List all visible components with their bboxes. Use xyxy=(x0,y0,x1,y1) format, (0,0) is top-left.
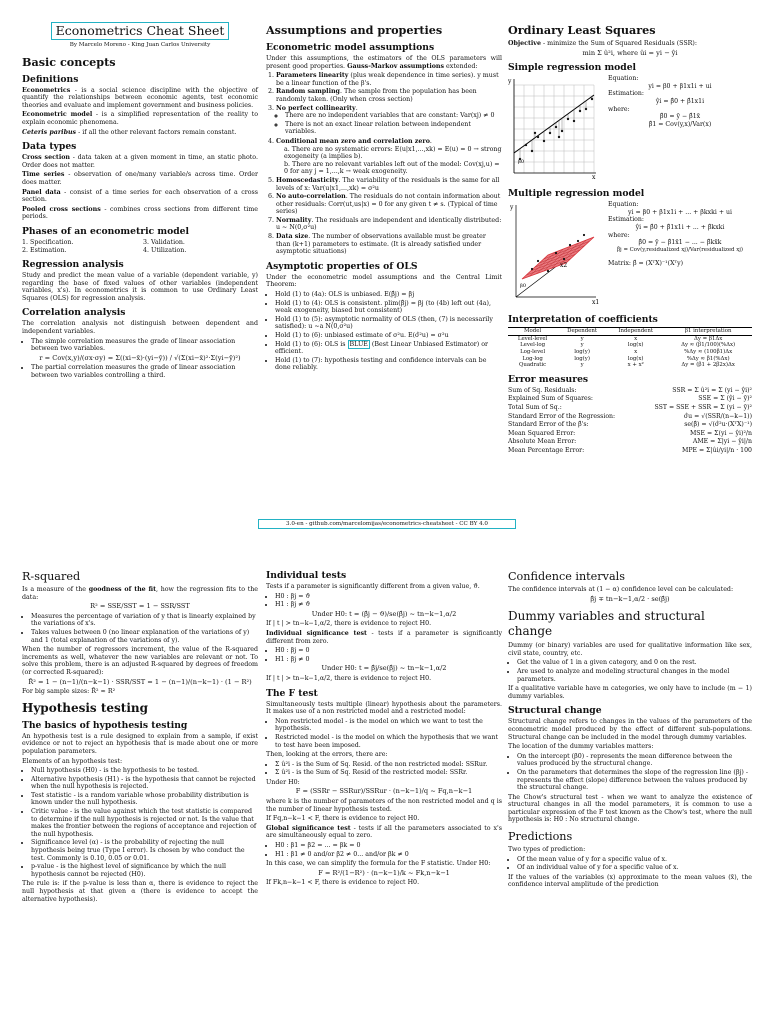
correlation-list: • The simple correlation measures the grade of linear association between two variables. xyxy=(22,338,258,353)
asymptotic-intro: Under the econometric model assumptions and the Central Limit Theorem: xyxy=(266,273,502,289)
r2-adjusted-formula: R̄² = 1 − (n−1)/(n−k−1) · SSR/SST = 1 − (n−1)/(n−k−1) · (1 − R²) xyxy=(28,677,252,686)
column-2 xyxy=(266,0,502,374)
chow-test: The Chow's structural test - when we want to analyze the existence of structural changes in all the model parameters, it is common to use a particular expression of the F test known as the Chow's test, where the null hypothesis is: H0 : No structural change. xyxy=(508,793,752,824)
ols-objective: Objective - minimize the Sum of Squared Residuals (SSR): xyxy=(508,40,697,47)
ols-formula: min Σ û²i, where ûi = yi − ŷi xyxy=(582,48,678,57)
table-cell: Δy = β1Δx xyxy=(693,335,723,342)
data-type-cross: Cross section - data taken at a given moment in time, an static photo. Order does not matter. xyxy=(22,154,258,169)
scatter-point-3d xyxy=(555,252,557,254)
heading-ht-basics: The basics of hypothesis testing xyxy=(22,719,188,731)
page-title: Econometrics Cheat Sheet xyxy=(51,22,230,40)
heading-f-test: The F test xyxy=(266,687,318,699)
column-1 xyxy=(22,0,258,382)
heading-correlation: Correlation analysis xyxy=(22,307,126,319)
table-cell: %Δy ≈ β1(%Δx) xyxy=(686,355,730,362)
plot-beta0-label: β0 xyxy=(518,159,525,166)
error-measure-row: Sum of Sq. Residuals: SSR = Σ û²i = Σ (yi − ŷi)² xyxy=(508,386,752,394)
error-measure-row: Standard Error of the β̂'s: se(β̂) = √(σ̂²u·(XᵀX)⁻¹) xyxy=(508,421,752,429)
column-3-page-2 xyxy=(508,560,752,891)
table-cell: Quadratic xyxy=(518,362,547,369)
ci-formula: β̂j ∓ tn−k−1,α/2 · se(β̂j) xyxy=(590,594,670,603)
ist-intro: Individual significance test - tests if a parameter is significantly different from zero. xyxy=(266,629,503,645)
table-header: β1 interpretation xyxy=(664,328,752,336)
r2-list: • Measures the percentage of variation of y that is linearly explained by the variations of x's. • Takes values between 0 (no linear explanation of the variations of y) and 1 (total explanation of the variations of y). xyxy=(22,613,258,644)
it-hypotheses: • H0 : βj = ϑ • H1 : βj ≠ ϑ xyxy=(266,593,502,609)
correlation-formula: r = Cov(x,y)/(σx·σy) = Σ((xi−x̄)·(yi−ȳ)) / √(Σ(xi−x̄)²·Σ(yi−ȳ)²) xyxy=(39,353,241,362)
pred-intro: Two types of prediction: xyxy=(508,846,586,854)
table-cell: x xyxy=(634,348,638,355)
plot3-x1-label: x1 xyxy=(592,299,600,306)
table-cell: y xyxy=(580,362,584,369)
section-basic-concepts: Basic concepts xyxy=(22,54,116,69)
multiple-regression-equations: Equation: yi = β0 + β1x1i + ... + βkxki + ui Estimation: ŷi = β̂0 + β̂1x1i + ... + β̂kxki where: β̂0 = ȳ − β̂1x̄1 − ... − β̂kx̄k β̂j = Cov(y,residualized xj)/Var(residualized xj) Matrix: β̂ = (XᵀX)⁻¹(Xᵀy) xyxy=(608,201,744,268)
section-hypothesis-testing: Hypothesis testing xyxy=(22,700,149,715)
definition-econometrics: Econometrics - is a social science discipline with the objective of quantify the relationships between economic agents, test economic theories and evaluate and implement government and business policies. xyxy=(22,86,258,109)
definition-model: Econometric model - is a simplified representation of the reality to explain economic phenomena. xyxy=(22,111,259,126)
section-dummy-variables: Dummy variables and structural change xyxy=(508,609,705,639)
byline: By Marcelo Moreno - King Juan Carlos University xyxy=(69,42,211,48)
table-cell: %Δy ≈ (100β1)Δx xyxy=(684,348,733,355)
asymptotic-list: • Hold (1) to (4a): OLS is unbiased. E(β̂j) = βj • Hold (1) to (4): OLS is consistent. plim(β̂j) = βj (to (4b) left out (4a), weak exogeneity, biased but consistent) • Hold (1) to (5): asymptotic normality of OLS (then, (7) is necessarily satisfied): u ~a N(0,σ²u) • Hold (1) to (6): unbiased estimate of σ²u. E(σ̂²u) = σ²u • Hold (1) to (6): OLS is BLUE (Best Linear Unbiased Estimator) or efficient. • Hold (1) to (7): hypothesis testing and confidence intervals can be done reliably. xyxy=(266,291,502,372)
data-type-panel: Panel data - consist of a time series for each observation of a cross section. xyxy=(22,188,258,204)
r2-big-sample: For big sample sizes: R̄² ≈ R² xyxy=(22,688,116,696)
simple-regression-plot xyxy=(508,75,600,179)
definition-ceteris: Ceteris paribus - if all the other relevant factors remain constant. xyxy=(22,128,237,136)
heading-definitions: Definitions xyxy=(22,73,79,85)
assumptions-intro: Under this assumptions, the estimators of the OLS parameters will present good properties. Gauss-Markov assumptions extended: xyxy=(266,55,502,70)
sc-list: • On the intercept (β0) - represents the mean difference between the values produced by the structural change. • On the parameters that determines the slope of the regression line (βj) - represents the effect (slope) difference between the values produced by the structural change. xyxy=(508,753,752,792)
table-row xyxy=(508,342,752,349)
assumptions-list: 1. Parameters linearity (plus weak dependence in time series). y must be a linear function of the β's. 2. Random sampling. The sample from the population has been randomly taken. (Only when cross section) 3. No perfect collinearity. ◦ There are no independent variables that are constant: Var(xj) ≠ 0 ◦ There is not an exact linear relation between independent variables. 4. Conditional mean zero and correlation zero. a. There are no systematic errors: E(u|x1,...,xk) = E(u) = 0 → strong exogeneity (a implies b). b. There are no relevant variables left out of the model: Cov(xj,u) = 0 for any j = 1,...,k → weak exogeneity. 5. Homoscedasticity. The variability of the residuals is the same for all levels of x: Var(u|x1,...,xk) = σ²u 6. No auto-correlation. The residuals do not contain information about other residuals: Corr(ut,us|x) = 0 for any given t ≠ s. (Typical of time series) 7. Normality. The residuals are independent and identically distributed: u ~ N(0,σ²u) 8. Data size. The number of observations available must be greater than (k+1) parameters to estimate. (It is already satisfied under asymptotic situations) xyxy=(266,72,502,256)
heading-structural-change: Structural change xyxy=(508,705,602,717)
f-formula: F = (SSRr − SSRur)/SSRur · (n−k−1)/q ~ Fq,n−k−1 xyxy=(295,787,473,796)
table-cell: y xyxy=(580,335,584,342)
interpretation-table xyxy=(508,327,752,369)
scatter-point-3d xyxy=(577,240,579,242)
table-row xyxy=(508,349,752,356)
pred-list: • Of the mean value of y for a specific value of x. • Of an individual value of y for a specific value of x. xyxy=(508,856,752,872)
heading-individual-tests: Individual tests xyxy=(266,570,347,581)
ist-hypotheses: • H0 : βj = 0 • H1 : βj ≠ 0 xyxy=(266,647,502,663)
gst-hypotheses: • H0 : β1 = β2 = ... = βk = 0 • H1 : β1 ≠ 0 and/or β2 ≠ 0... and/or βk ≠ 0 xyxy=(266,842,502,858)
f-errors: Then, looking at the errors, there are: xyxy=(266,751,388,759)
heading-phases: Phases of an econometric model xyxy=(22,225,189,237)
table-cell: log(x) xyxy=(627,342,644,349)
table-cell: log(x) xyxy=(627,355,644,362)
heading-model-assumptions: Econometric model assumptions xyxy=(266,42,435,53)
heading-data-types: Data types xyxy=(22,141,77,153)
error-measures-list xyxy=(508,387,752,456)
multiple-regression-plot xyxy=(508,201,600,305)
scatter-point-3d xyxy=(537,260,539,262)
section-confidence-intervals: Confidence intervals xyxy=(508,570,625,583)
pred-text: If the values of the variables (x) approximate to the mean values (x̄), the confidence interval amplitude of the prediction xyxy=(508,873,752,889)
sc-location: The location of the dummy variables matters: xyxy=(508,743,654,751)
it-formula: Under H0: t = (β̂j − ϑ)/se(β̂j) ~ tn−k−1,α/2 xyxy=(311,609,457,618)
gst-rule: If Fk,n−k−1 < F, there is evidence to reject H0. xyxy=(266,879,420,887)
r2-adjusted-text: When the number of regressors increment, the value of the R-squared increments as well, whatever the new variables are relevant or not. To solve this problem, there is an adjusted R-squared by degrees of freedom (or corrected R-squared): xyxy=(22,646,258,676)
table-cell: Δy ≈ (β1/100)(%Δx) xyxy=(681,342,736,349)
table-cell: Log-level xyxy=(520,348,546,355)
scatter-point-3d xyxy=(583,234,585,236)
heading-asymptotic: Asymptotic properties of OLS xyxy=(266,260,418,272)
correlation-list-2: • The partial correlation measures the grade of linear association between two variables controlling a third. xyxy=(22,364,258,379)
ht-list: • Null hypothesis (H0) - is the hypothesis to be tested. • Alternative hypothesis (H1) - is the hypothesis that cannot be rejected when the null hypothesis is rejected. • Test statistic - is a random variable whose probability distribution is known under the null hypothesis. • Critic value - is the value against which the test statistic is compared to determine if the null hypothesis is rejected or not. Is the value that makes the frontier between the regions of acceptance and rejection of the null hypothesis. • Significance level (α) - is the probability of rejecting the null hypothesis being true (Type I error). Is chosen by who conduct the test. Commonly is 0.10, 0.05 or 0.01. • p-value - is the highest level of significance by which the null hypothesis cannot be rejected (H0). xyxy=(22,767,258,878)
table-cell: Level-level xyxy=(517,335,548,342)
heading-simple-regression: Simple regression model xyxy=(508,62,637,74)
it-intro: Tests if a parameter is significantly different from a given value, ϑ. xyxy=(266,583,480,590)
scatter-point-3d xyxy=(547,270,549,272)
section-ols: Ordinary Least Squares xyxy=(508,23,656,37)
error-measure-row: Standard Error of the Regression: σ̂u = √(SSR/(n−k−1)) xyxy=(508,412,752,420)
ht-elements: Elements of an hypothesis test: xyxy=(22,757,123,765)
error-measure-row: Mean Percentage Error: MPE = Σ|ûi/yi|/n · 100 xyxy=(508,446,752,454)
dv-categories: If a qualitative variable have m categories, we only have to include (m − 1) dummy variables. xyxy=(508,685,752,700)
r2-formula: R² = SSE/SST = 1 − SSR/SST xyxy=(90,602,190,611)
ist-rule: If | t | > tn−k−1,α/2, there is evidence to reject H0. xyxy=(266,674,432,682)
table-cell: y xyxy=(580,342,584,349)
error-measure-row: Absolute Mean Error: AME = Σ|yi − ŷi|/n xyxy=(508,438,752,446)
f-intro: Simultaneously tests multiple (linear) hypothesis about the parameters. It makes use of a non restricted model and a restricted model: xyxy=(266,700,502,716)
ht-intro: An hypothesis test is a rule designed to explain from a sample, if exist evidence or not to reject an hypothesis that is made about one or more population parameters. xyxy=(22,732,258,755)
plot3-beta0-label: β0 xyxy=(520,283,527,290)
table-cell: Δy = (β1 + 2β2x)Δx xyxy=(681,362,735,369)
data-type-pooled: Pooled cross sections - combines cross sections from different time periods. xyxy=(22,205,259,221)
simple-regression-equations: Equation: yi = β0 + β1x1i + ui Estimation: ŷi = β̂0 + β̂1x1i where: β̂0 = ȳ − β̂1x̄ β̂1 = Cov(y,x)/Var(x) xyxy=(608,75,712,128)
section-assumptions: Assumptions and properties xyxy=(266,23,443,37)
ht-rule: The rule is: if the p-value is less than α, there is evidence to reject the null hypothesis at that given α (there is evidence to accept the alternative hypothesis). xyxy=(22,880,258,903)
table-row xyxy=(508,362,752,369)
column-2-page-2 xyxy=(266,560,502,889)
scatter-point-3d xyxy=(563,258,565,260)
table-cell: log(y) xyxy=(574,355,590,362)
plot3-y-label: y xyxy=(510,204,514,212)
page-two xyxy=(0,560,768,1024)
it-rule: If | t | > tn−k−1,α/2, there is evidence to reject H0. xyxy=(266,620,432,628)
table-cell: x xyxy=(634,335,638,342)
column-3 xyxy=(508,0,752,456)
sc-intro: Structural change refers to changes in the values of the parameters of the econometric model produced by the effect of different sub-populations. Structural change can be included in the model through dummy variables. xyxy=(508,718,752,741)
blue-link[interactable]: BLUE xyxy=(349,340,368,348)
scatter-point-3d xyxy=(531,268,533,270)
table-cell: x + x² xyxy=(627,362,644,369)
table-cell: Level-log xyxy=(520,342,546,349)
dv-list: • Get the value of 1 in a given category, and 0 on the rest. • Are used to analyze and modeling structural changes in the model parameters. xyxy=(508,659,752,683)
phases-list: 1. Specification. 3. Validation. 2. Estimation. 4. Utilization. xyxy=(22,238,187,254)
scatter-point-3d xyxy=(569,244,571,246)
f-ssr-list: • Σ û²i - is the Sum of Sq. Resid. of the non restricted model: SSRur. • Σ û²i - is the Sum of Sq. Resid of the restricted model: SSRr. xyxy=(266,761,502,777)
simple-regression-block xyxy=(508,75,752,183)
plot-x-label: x xyxy=(592,174,596,180)
table-cell: log(y) xyxy=(574,348,590,355)
section-r-squared: R-squared xyxy=(22,570,81,583)
table-cell: Log-log xyxy=(522,355,543,362)
heading-interpretation: Interpretation of coefficients xyxy=(508,314,658,326)
f-models: • Non restricted model - is the model on which we want to test the hypothesis. • Restricted model - is the model on which the hypothesis that we want to test have been imposed. xyxy=(266,718,502,749)
section-predictions: Predictions xyxy=(508,830,573,844)
dv-intro: Dummy (or binary) variables are used for qualitative information like sex, civil state, country, etc. xyxy=(508,642,752,657)
ist-formula: Under H0: t = β̂j/se(β̂j) ~ tn−k−1,α/2 xyxy=(321,664,447,673)
table-header: Dependent xyxy=(557,328,607,336)
table-header: Model xyxy=(508,328,557,336)
f-where: where k is the number of parameters of the non restricted model and q is the number of linear hypothesis tested. xyxy=(266,798,502,813)
heading-multiple-regression: Multiple regression model xyxy=(508,188,645,200)
error-measure-row: Total Sum of Sq.: SST = SSE + SSR = Σ (yi − ȳ)² xyxy=(508,403,752,411)
regression-text: Study and predict the mean value of a variable (dependent variable, y) regarding the base of fixed values of other variables (independent variables, x's). In econometrics it is common to use Ordinary Least Squares (OLS) for regression analysis. xyxy=(22,272,258,302)
column-1-page-2 xyxy=(22,560,258,905)
table-header: Independent xyxy=(607,328,664,336)
multiple-regression-block xyxy=(508,201,752,309)
gst-text: In this case, we can simplify the formula for the F statistic. Under H0: xyxy=(266,860,491,868)
footer-link[interactable]: 3.0-en - github.com/marcelomijas/econometrics-cheatsheet - CC BY 4.0 xyxy=(258,519,516,529)
plot3-x2-label: x2 xyxy=(560,262,568,270)
correlation-text: The correlation analysis not distinguish between dependent and independent variables. xyxy=(22,320,258,336)
f-under: Under H0: xyxy=(266,778,300,786)
ci-intro: The confidence intervals at (1 − α) confidence level can be calculated: xyxy=(508,586,734,593)
plot-y-label: y xyxy=(508,78,512,86)
error-measure-row: Explained Sum of Squares: SSE = Σ (ŷi − ȳ)² xyxy=(508,395,752,403)
error-measure-row: Mean Squared Error: MSE = Σ(yi − ŷi)²/n xyxy=(508,429,752,437)
r2-intro: Is a measure of the goodness of the fit, how the regression fits to the data: xyxy=(22,586,259,601)
gst-intro: Global significance test - tests if all the parameters associated to x's are simultaneously equal to zero. xyxy=(266,824,502,840)
f-rule: If Fq,n−k−1 < F, there is evidence to reject H0. xyxy=(266,815,420,823)
gst-formula: F = R²/(1−R²) · (n−k−1)/k ~ Fk,n−k−1 xyxy=(318,868,450,877)
data-type-time: Time series - observation of one/many variable/s across time. Order does matter. xyxy=(22,171,258,186)
heading-regression: Regression analysis xyxy=(22,259,124,271)
heading-error-measures: Error measures xyxy=(508,373,589,385)
